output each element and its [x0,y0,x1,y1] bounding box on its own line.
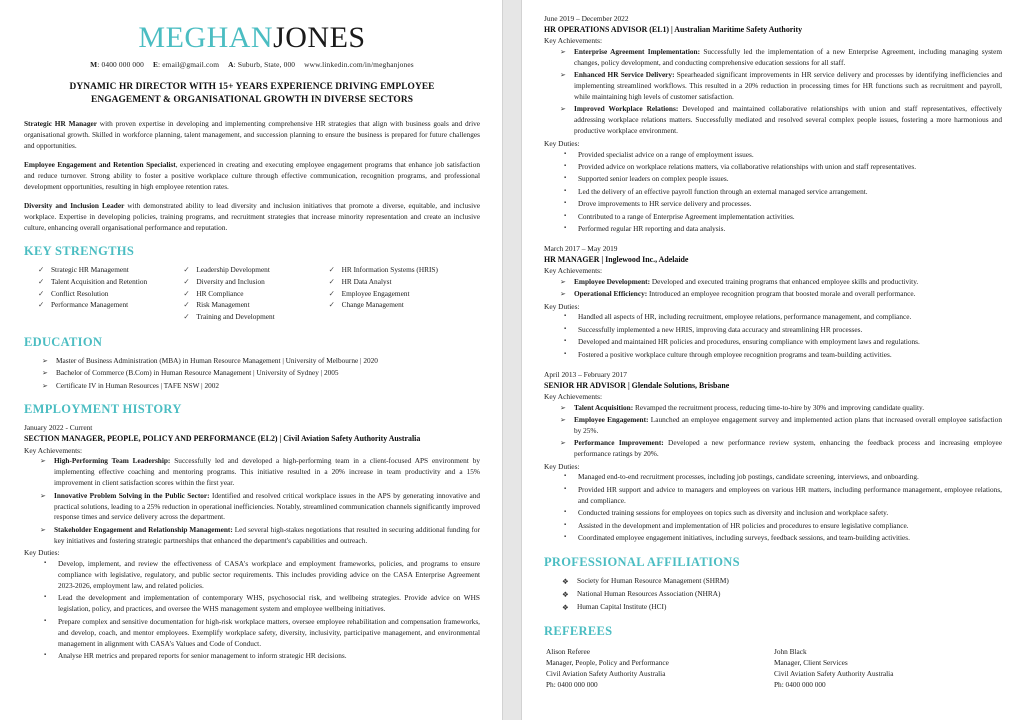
list-bullet-icon: ➢ [560,439,566,448]
duty-item [544,162,1002,173]
check-icon: ✓ [183,265,190,275]
key-strengths-column [183,265,328,323]
bullet-text: Prepare complex and sensitive documentation for high-risk workplace matters, oversee employee rehabilitation and compensation frameworks, and develop, coach, and mentor employees. Exemplify workplace safety, diversity, inclusivity, participative management, and environmental management in alignment with CASA's Values and Code of Conduct. [58,616,480,648]
list-bullet-icon: ▪ [564,473,567,480]
referee-role: Manager, People, Policy and Performance [546,657,669,667]
referee-name: John Black [774,646,807,656]
list-bullet-icon: ▪ [564,175,567,182]
key-duties-label: Key Duties: [544,301,580,311]
profile-paragraph [24,159,480,192]
bullet-text: Develop, implement, and review the effectiveness of CASA's workplace and employment frameworks, policies, and programs to ensure compliance with legislative, regulatory, and public sector requirements. This includes providing advice on the CASA Enterprise Agreement 2023-2026, employment law, and related policies. [58,558,480,590]
job-dates: March 2017 – May 2019 [544,244,618,254]
key-strength-label: Training and Development [196,312,275,322]
duty-item [544,174,1002,185]
key-strength-item [329,265,474,276]
affiliation-item [544,589,1002,600]
referee-org: Civil Aviation Safety Authority Australia [774,668,894,678]
bullet-text: Improved Workplace Relations: Developed and maintained collaborative relationships with union and staff representatives, effectively addressing workplace relations matters. Successfully mediated and resolved several complex people issues, fostering a more harmonious and productive workplace environment. [574,104,1002,136]
bullet-text: Talent Acquisition: Revamped the recruitment process, reducing time-to-hire by 30% and improving candidate quality. [574,402,925,412]
key-strength-item [329,289,474,300]
job-dates: April 2013 – February 2017 [544,369,627,379]
list-bullet-icon: ▪ [564,212,567,219]
education-item [26,356,480,367]
bullet-text: Developed and maintained HR policies and procedures, ensuring compliance with employment laws and regulations. [578,337,920,347]
duty-item [24,593,480,615]
bullet-text: Innovative Problem Solving in the Public Sector: Identified and resolved critical workplace issues in the APS by generating innovative and practical solutions, leading to a 25% reduction in operational inefficiencies. Notably, streamlined communication channels significantly improved response times and service delivery across the department. [54,490,480,522]
section-heading-referees: REFEREES [544,623,613,638]
bullet-text: Drove improvements to HR service delivery and processes. [578,199,752,209]
bullet-lead: High-Performing Team Leadership: [54,456,171,466]
duty-item [544,212,1002,223]
key-strength-label: HR Data Analyst [341,277,392,287]
achievement-item [544,403,1002,414]
referee-role: Manager, Client Services [774,657,848,667]
email-key: E [152,59,159,69]
bullet-lead: Employee Engagement: [574,414,649,424]
job-entry [544,244,1002,361]
key-strength-label: Talent Acquisition and Retention [51,277,148,287]
key-strength-label: Employee Engagement [341,288,410,298]
bullet-text: Managed end-to-end recruitment processes, including job postings, candidate screening, interviews, and onboarding. [578,472,919,482]
bullet-text: Enterprise Agreement Implementation: Successfully led the implementation of a new Enterprise Agreement, including managing system changes, policy development, and conducting comprehensive education sessions for all staff. [574,46,1003,67]
achievement-item [544,104,1002,137]
list-bullet-icon: ▪ [44,559,47,566]
affiliations-list [544,576,1002,613]
list-bullet-icon: ▪ [564,521,567,528]
job-title: HR MANAGER | Inglewood Inc., Adelaide [544,255,689,265]
job-title: SECTION MANAGER, PEOPLE, POLICY AND PERFORMANCE (EL2) | Civil Aviation Safety Authority Australia [24,434,421,444]
bullet-text: Stakeholder Engagement and Relationship Management: Led several high-stakes negotiations that resulted in securing additional funding for key initiatives and fostering strategic partnerships that enhanced the department's capabilities and outreach. [54,524,480,545]
bullet-lead: Talent Acquisition: [574,402,634,412]
bullet-text: Performance Improvement: Developed a new performance review system, enhancing the feedback process and increasing employee performance ratings by 20%. [574,438,1002,459]
check-icon: ✓ [38,277,45,287]
referee-phone: Ph: 0400 000 000 [774,679,826,689]
key-duties-label: Key Duties: [24,548,60,558]
bullet-text: Assisted in the development and implementation of HR policies and procedures to ensure legislative compliance. [578,520,909,530]
key-strength-label: Strategic HR Management [51,265,129,275]
achievement-item [544,415,1002,437]
list-bullet-icon: ▪ [564,150,567,157]
list-bullet-icon: ➢ [560,277,566,286]
check-icon: ✓ [183,312,190,322]
job-entry [24,423,480,661]
check-icon: ✓ [328,277,335,287]
achievement-item [544,47,1002,69]
tagline-line-1: DYNAMIC HR DIRECTOR WITH 15+ YEARS EXPERIENCE DRIVING EMPLOYEE [69,81,435,92]
check-icon: ✓ [38,300,45,310]
bullet-text: Provided advice on workplace relations matters, via collaborative relationships with union and staff representatives. [578,161,917,171]
list-bullet-icon: ➢ [42,369,48,378]
list-bullet-icon: ➢ [560,290,566,299]
key-duties-label: Key Duties: [544,138,580,148]
key-strength-label: HR Information Systems (HRIS) [341,265,438,275]
list-bullet-icon: ▪ [44,594,47,601]
bullet-text: Provided specialist advice on a range of employment issues. [578,149,754,159]
profile-body: with proven expertise in developing and implementing comprehensive HR strategies that align with business goals and drive organisational growth. Skilled in workforce planning, talent management, and succession planning to ensure the business is prepared for future challenges and opportunities. [24,118,480,150]
bullet-text: Master of Business Administration (MBA) in Human Resource Management | University of Melbourne | 2020 [56,355,378,365]
duty-item [544,508,1002,519]
bullet-text: Performed regular HR reporting and data analysis. [578,224,726,234]
key-strengths-column [329,265,474,323]
list-bullet-icon: ➢ [42,381,48,390]
bullet-lead: Enhanced HR Service Delivery: [574,70,675,80]
bullet-text: Contributed to a range of Enterprise Agreement implementation activities. [578,211,795,221]
profile-body: , experienced in creating and executing employee engagement programs that enhance job satisfaction and reduce turnover. Strong ability to foster a positive workplace culture through effective communication, recognition programs, and professional development opportunities, resulting in high employee retention rates. [24,159,481,192]
list-bullet-icon: ❖ [562,602,569,612]
key-achievements-label: Key Achievements: [544,266,603,276]
key-strength-item [38,300,183,311]
bullet-text: High-Performing Team Leadership: Successfully led and developed a high-performing team in a client-focused APS environment by implementing effective coaching and mentoring programs. This initiative resulted in a 20% increase in team productivity and a 15% improvement in client satisfaction scores within the first year. [54,456,480,488]
referee-org: Civil Aviation Safety Authority Australia [546,668,666,678]
achievement-item [544,289,1002,300]
duty-item [544,533,1002,544]
bullet-text: Coordinated employee engagement initiatives, including surveys, feedback sessions, and team-building activities. [578,533,910,543]
bullet-lead: Stakeholder Engagement and Relationship Management: [54,524,233,534]
duty-item [544,199,1002,210]
list-bullet-icon: ➢ [40,491,46,500]
key-strength-label: HR Compliance [196,288,244,298]
duty-item [544,485,1002,507]
key-strength-item [38,277,183,288]
list-bullet-icon: ▪ [564,485,567,492]
first-name: MEGHAN [138,21,274,54]
profile-lead: Strategic HR Manager [24,118,97,128]
list-bullet-icon: ▪ [564,162,567,169]
list-bullet-icon: ▪ [44,651,47,658]
last-name: JONES [273,21,366,54]
profile-lead: Diversity and Inclusion Leader [24,201,125,211]
employment-jobs-page2 [544,14,1002,544]
employment-jobs-page1 [24,423,480,661]
duty-item [544,187,1002,198]
bullet-text: Society for Human Resource Management (SHRM) [577,576,729,586]
duty-item [544,150,1002,161]
key-strengths-grid [24,265,480,323]
list-bullet-icon: ➢ [560,403,566,412]
list-bullet-icon: ▪ [564,200,567,207]
profile-body: with demonstrated ability to lead diversity and inclusion initiatives that promote a diverse, equitable, and inclusive workplace. Expertise in developing policies, training programs, and recruitment strategies that increase minority representation and create an inclusive culture, enhancing overall organisational performance and reputation. [24,201,480,233]
key-strength-label: Change Management [341,300,404,310]
check-icon: ✓ [328,288,335,298]
key-strength-label: Conflict Resolution [51,288,109,298]
achievement-item [544,277,1002,288]
bullet-lead: Innovative Problem Solving in the Public Sector: [54,490,210,500]
list-bullet-icon: ▪ [564,187,567,194]
job-dates: June 2019 – December 2022 [544,14,629,23]
bullet-text: Successfully implemented a new HRIS, improving data accuracy and streamlining HR processes. [578,324,863,334]
achievement-item [24,491,480,524]
job-dates: January 2022 - Current [24,423,93,433]
bullet-lead: Enterprise Agreement Implementation: [574,46,701,56]
job-title: SENIOR HR ADVISOR | Glendale Solutions, Brisbane [544,380,730,390]
education-item [26,381,480,392]
bullet-text: Enhanced HR Service Delivery: Spearheaded significant improvements in HR service delivery and processes by identifying inefficiencies and implementing streamlined workflows. This resulted in a 20% reduction in processing times for HR functions such as recruitment and payroll, while maintaining high levels of customer satisfaction. [574,70,1002,102]
bullet-text: Handled all aspects of HR, including recruitment, employee relations, performance management, and compliance. [578,312,912,322]
list-bullet-icon: ❖ [562,577,569,587]
address-key: A [228,59,234,69]
key-achievements-label: Key Achievements: [544,36,603,46]
bullet-text: Led the delivery of an effective payroll function through an external managed service arrangement. [578,186,868,196]
mobile-key: M [90,59,98,69]
duty-item [544,521,1002,532]
check-icon: ✓ [328,300,335,310]
key-strength-item [183,300,328,311]
bullet-text: Employee Development: Developed and executed training programs that enhanced employee skills and productivity. [574,276,919,286]
list-bullet-icon: ▪ [44,617,47,624]
job-entry [544,14,1002,235]
key-achievements-label: Key Achievements: [24,445,83,455]
achievement-item [544,70,1002,103]
referee-phone: Ph: 0400 000 000 [546,679,598,689]
check-icon: ✓ [328,265,335,275]
referee-name: Alison Referee [546,646,590,656]
check-icon: ✓ [183,300,190,310]
job-title: HR OPERATIONS ADVISOR (EL1) | Australian Maritime Safety Authority [544,24,803,34]
bullet-text: Human Capital Institute (HCI) [577,601,667,611]
address-value: : Suburb, State, 000 [233,59,296,69]
key-strength-item [183,312,328,323]
duty-item [544,325,1002,336]
page-gutter [502,0,522,720]
education-item [26,368,480,379]
list-bullet-icon: ▪ [564,325,567,332]
contact-line [24,60,480,69]
key-strength-label: Performance Management [51,300,129,310]
section-heading-education: EDUCATION [24,334,103,349]
profile-lead: Employee Engagement and Retention Specialist [24,159,176,169]
profile-summary [24,118,480,234]
achievement-item [24,456,480,489]
list-bullet-icon: ▪ [564,509,567,516]
list-bullet-icon: ▪ [564,350,567,357]
bullet-lead: Performance Improvement: [574,438,664,448]
key-achievements-label: Key Achievements: [544,391,603,401]
key-strength-item [329,277,474,288]
bullet-text: Certificate IV in Human Resources | TAFE NSW | 2002 [56,380,220,390]
duty-item [24,559,480,592]
headline-tagline [38,81,466,108]
resume-page-1 [0,0,502,720]
key-strength-item [183,277,328,288]
list-bullet-icon: ➢ [40,457,46,466]
bullet-text: Supported senior leaders on complex people issues. [578,174,729,184]
key-strength-item [38,265,183,276]
key-strength-item [183,265,328,276]
key-strength-label: Risk Management [196,300,250,310]
profile-paragraph [24,200,480,233]
achievement-item [544,438,1002,460]
list-bullet-icon: ➢ [560,105,566,114]
section-heading-professional-affiliations: PROFESSIONAL AFFILIATIONS [544,555,740,570]
education-list [24,356,480,392]
list-bullet-icon: ➢ [560,415,566,424]
duty-item [544,337,1002,348]
check-icon: ✓ [183,288,190,298]
key-strength-item [183,289,328,300]
list-bullet-icon: ➢ [42,356,48,365]
bullet-text: Lead the development and implementation of contemporary WHS, psychosocial risk, and wellbeing strategies. Provide advice on WHS legislation, policy, and practices, and oversee the WHS management system and employee wellbeing initiatives. [58,593,480,614]
referees-grid [544,647,1002,691]
job-entry [544,370,1002,544]
list-bullet-icon: ➢ [560,71,566,80]
bullet-text: National Human Resources Association (NHRA) [577,588,721,598]
affiliation-item [544,602,1002,613]
key-duties-label: Key Duties: [544,461,580,471]
linkedin-link[interactable]: www.linkedin.com/in/meghanjones [304,59,414,69]
affiliation-item [544,576,1002,587]
key-strength-item [38,289,183,300]
bullet-lead: Improved Workplace Relations: [574,104,679,114]
duty-item [544,312,1002,323]
list-bullet-icon: ▪ [564,313,567,320]
page-title [24,22,480,54]
duty-item [24,651,480,662]
bullet-lead: Employee Development: [574,276,650,286]
check-icon: ✓ [183,277,190,287]
tagline-line-2: ENGAGEMENT & ORGANISATIONAL GROWTH IN DIVERSE SECTORS [90,95,414,106]
duty-item [24,617,480,650]
section-heading-employment-history: EMPLOYMENT HISTORY [24,402,182,417]
key-strength-label: Leadership Development [196,265,270,275]
check-icon: ✓ [38,265,45,275]
bullet-text: Employee Engagement: Launched an employee engagement survey and implemented action plans that increased overall employee satisfaction by 25%. [574,414,1002,435]
list-bullet-icon: ➢ [40,525,46,534]
achievement-item [24,525,480,547]
section-heading-key-strengths: KEY STRENGTHS [24,244,135,259]
referee-card [546,647,774,691]
email-value[interactable]: : email@gmail.com [158,59,220,69]
referee-card [774,647,1002,691]
list-bullet-icon: ▪ [564,534,567,541]
bullet-text: Bachelor of Commerce (B.Com) in Human Resource Management | University of Sydney | 2005 [56,368,339,378]
bullet-text: Operational Efficiency: Introduced an employee recognition program that boosted morale and overall performance. [574,289,916,299]
duty-item [544,472,1002,483]
profile-paragraph [24,118,480,151]
bullet-text: Conducted training sessions for employees on topics such as diversity and inclusion and workplace safety. [578,508,889,518]
key-strengths-column [38,265,183,323]
resume-page-2 [522,0,1024,720]
duty-item [544,350,1002,361]
bullet-lead: Operational Efficiency: [574,289,648,299]
key-strength-label: Diversity and Inclusion [196,277,265,287]
duty-item [544,224,1002,235]
key-strength-item [329,300,474,311]
list-bullet-icon: ➢ [560,47,566,56]
mobile-value: : 0400 000 000 [97,59,144,69]
bullet-text: Fostered a positive workplace culture through employee recognition programs and team-building activities. [578,349,892,359]
list-bullet-icon: ❖ [562,589,569,599]
list-bullet-icon: ▪ [564,225,567,232]
list-bullet-icon: ▪ [564,338,567,345]
check-icon: ✓ [38,288,45,298]
bullet-text: Analyse HR metrics and prepared reports for senior management to inform strategic HR decisions. [58,650,347,660]
bullet-text: Provided HR support and advice to managers and employees on various HR matters, including performance management, employee relations, and compliance. [578,484,1002,505]
